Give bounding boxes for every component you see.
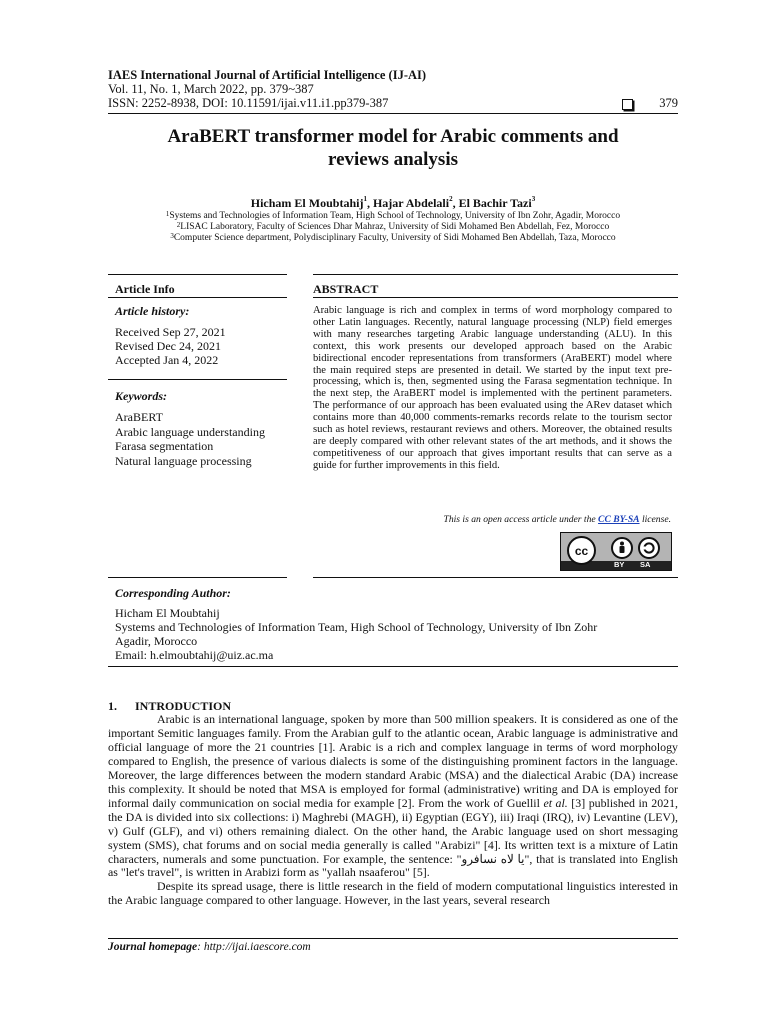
license-suffix: license.: [639, 514, 671, 525]
article-history-heading: Article history:: [115, 304, 190, 318]
keyword-list: [115, 410, 265, 468]
corresponding-address-1: Systems and Technologies of Information Team, High School of Technology, University of Ibn Zohr: [115, 620, 598, 634]
article-info-rule: [108, 297, 287, 298]
paper-title-line-2: reviews analysis: [327, 149, 458, 170]
affiliation-2: [108, 222, 678, 232]
abstract-heading: ABSTRACT: [313, 282, 379, 296]
abstract-top-rule: [313, 274, 678, 275]
paragraph: Despite its spread usage, there is little research in the field of modern computational linguistics interested in the Arabic language compared to other language. However, in the last years, several research: [108, 879, 678, 908]
received-date: Received Sep 27, 2021: [115, 325, 226, 339]
author-name: El Bachir Tazi: [458, 196, 532, 210]
author-affiliation-mark: 1: [363, 195, 367, 203]
et-al-text: et al.: [543, 795, 568, 810]
open-access-notice: [313, 514, 671, 525]
badge-by-label: BY: [614, 560, 625, 569]
badge-sa-label: SA: [640, 560, 651, 569]
corresponding-name: Hicham El Moubtahij: [115, 606, 220, 620]
paragraph-text: Arabic is an international language, spoken by more than 500 million speakers. It is considered as one of the important Semitic languages family. From the Arabian gulf to the atlantic ocean, Arabic language is administrative and official language of more the 21 countries [1]. Arabic is a rich and complex language in terms of word morphology compared to English, the presence of various dialects is some of the distinguishing prominent factors in the language. Moreover, the large differences between the modern standard Arabic (MSA) and the dialectical Arabic (DA) increase this complexity. It should be noted that MSA is employed for formal (administrative) writing and DA is employed for informal daily communication on social media for example [2]. From the work of Guellil: [108, 712, 678, 810]
corresponding-author-heading: Corresponding Author:: [115, 586, 231, 600]
article-info-heading: Article Info: [115, 282, 175, 296]
corresponding-address-2: Agadir, Morocco: [115, 634, 198, 648]
svg-text:cc: cc: [574, 544, 589, 558]
corresponding-bottom-rule: [108, 666, 678, 667]
cc-by-sa-badge[interactable]: [560, 532, 672, 571]
affiliation-1: [108, 211, 678, 221]
accepted-date: Accepted Jan 4, 2022: [115, 353, 219, 367]
affiliation-text: LISAC Laboratory, Faculty of Sciences Dhar Mahraz, University of Sidi Mohamed Ben Abdellah, Fez, Morocco: [180, 222, 610, 232]
homepage-url[interactable]: : http://ijai.iaescore.com: [197, 941, 311, 953]
page-number: 379: [659, 96, 678, 110]
article-info-bottom-rule: [108, 577, 287, 578]
affiliation-mark: 2: [176, 221, 181, 229]
abstract-rule: [313, 297, 678, 298]
abstract-text: Arabic language is rich and complex in terms of word morphology compared to other Latin languages. Recently, natural language processing (NLP) field emerges with many researches targeting Arabic language understanding (ALU). In this context, this work presents our developed approach based on the Arabic bidirectional encoder representations from transformers (AraBERT) model where the main required steps are presented in detail. We started by the input text pre-processing, which is, then, segmented using the Farasa segmentation technique. In the next step, the AraBERT model is implemented with the pertinent parameters. The performance of our approach has been evaluated using the ARev dataset which contains more than 40,000 comments-remarks records relate to the tourism sector such as hotel reviews, restaurant reviews and others. Moreover, the obtained results are deeply compared with other relevant states of the art methods, and it shows the competitiveness of our approach that gives important results that can serve as a guide for further improvements in this field.: [313, 305, 672, 471]
paragraph-text: [3] published in 2021, the DA is divided into six collections: i) Maghrebi (MAGH), ii) Egyptian (EGY), iii) Iraqi (IRQ), iv) Levantine (LEV), v) Gulf (GLF), and vi) others remaining dialect. On the other hand, the Arabic language used on short messaging system (SMS), chat forums and on social media generally is called "Arabizi" [4]. Its written text is a mixture of Latin characters, numerals and some punctuation. For example, the sentence: "يا لاه نسافرو", that is translated into English as "let's travel", is written in Arabizi form as "yallah nsaaferou" [5].: [108, 795, 679, 880]
share-alike-icon: [638, 537, 660, 559]
author-affiliation-mark: 2: [449, 195, 453, 203]
paper-title: [108, 125, 678, 171]
abstract-bottom-rule: [313, 577, 678, 578]
introduction-heading: 1. INTRODUCTION: [108, 699, 232, 713]
journal-title: IAES International Journal of Artificial Intelligence (IJ-AI): [108, 68, 427, 82]
journal-homepage: [108, 941, 311, 953]
affiliation-mark: 3: [170, 232, 174, 240]
author-separator: ,: [452, 196, 459, 210]
journal-issn-doi: ISSN: 2252-8938, DOI: 10.11591/ijai.v11.i1.pp379-387: [108, 96, 389, 110]
homepage-label: Journal homepage: [108, 941, 198, 953]
author-name: Hicham El Moubtahij: [250, 196, 364, 210]
paper-title-line-1: AraBERT transformer model for Arabic comments and: [167, 126, 619, 147]
affiliation-text: Systems and Technologies of Information Team, High School of Technology, University of Ibn Zohr, Agadir, Morocco: [169, 211, 621, 221]
affiliation-mark: 1: [165, 210, 170, 218]
footer-divider: [108, 938, 678, 939]
introduction-body: [108, 713, 678, 908]
attribution-person-icon: [611, 537, 633, 559]
keyword-item: Natural language processing: [115, 453, 252, 468]
keyword-item: AraBERT: [115, 410, 163, 424]
article-info-top-rule: [108, 274, 287, 275]
paragraph: [108, 713, 678, 880]
author-name: Hajar Abdelali: [372, 196, 450, 210]
keywords-heading: Keywords:: [115, 389, 167, 403]
cc-icon: [567, 536, 596, 565]
license-prefix: This is an open access article under the: [443, 514, 599, 525]
affiliation-3: [108, 233, 678, 243]
keyword-item: Farasa segmentation: [115, 439, 214, 453]
keyword-item: Arabic language understanding: [115, 424, 265, 439]
square-icon: [622, 99, 633, 110]
author-list: [108, 196, 678, 211]
corresponding-email[interactable]: Email: h.elmoubtahij@uiz.ac.ma: [115, 648, 274, 662]
license-link[interactable]: CC BY-SA: [598, 514, 640, 525]
author-affiliation-mark: 3: [531, 195, 536, 203]
journal-volume: Vol. 11, No. 1, March 2022, pp. 379~387: [108, 82, 314, 96]
header-divider: [108, 113, 678, 114]
author-separator: ,: [366, 196, 373, 210]
affiliation-text: Computer Science department, Polydisciplinary Faculty, University of Sidi Mohamed Ben Abdellah, Taza, Morocco: [173, 233, 616, 243]
revised-date: Revised Dec 24, 2021: [115, 339, 221, 353]
keywords-rule: [108, 379, 287, 380]
